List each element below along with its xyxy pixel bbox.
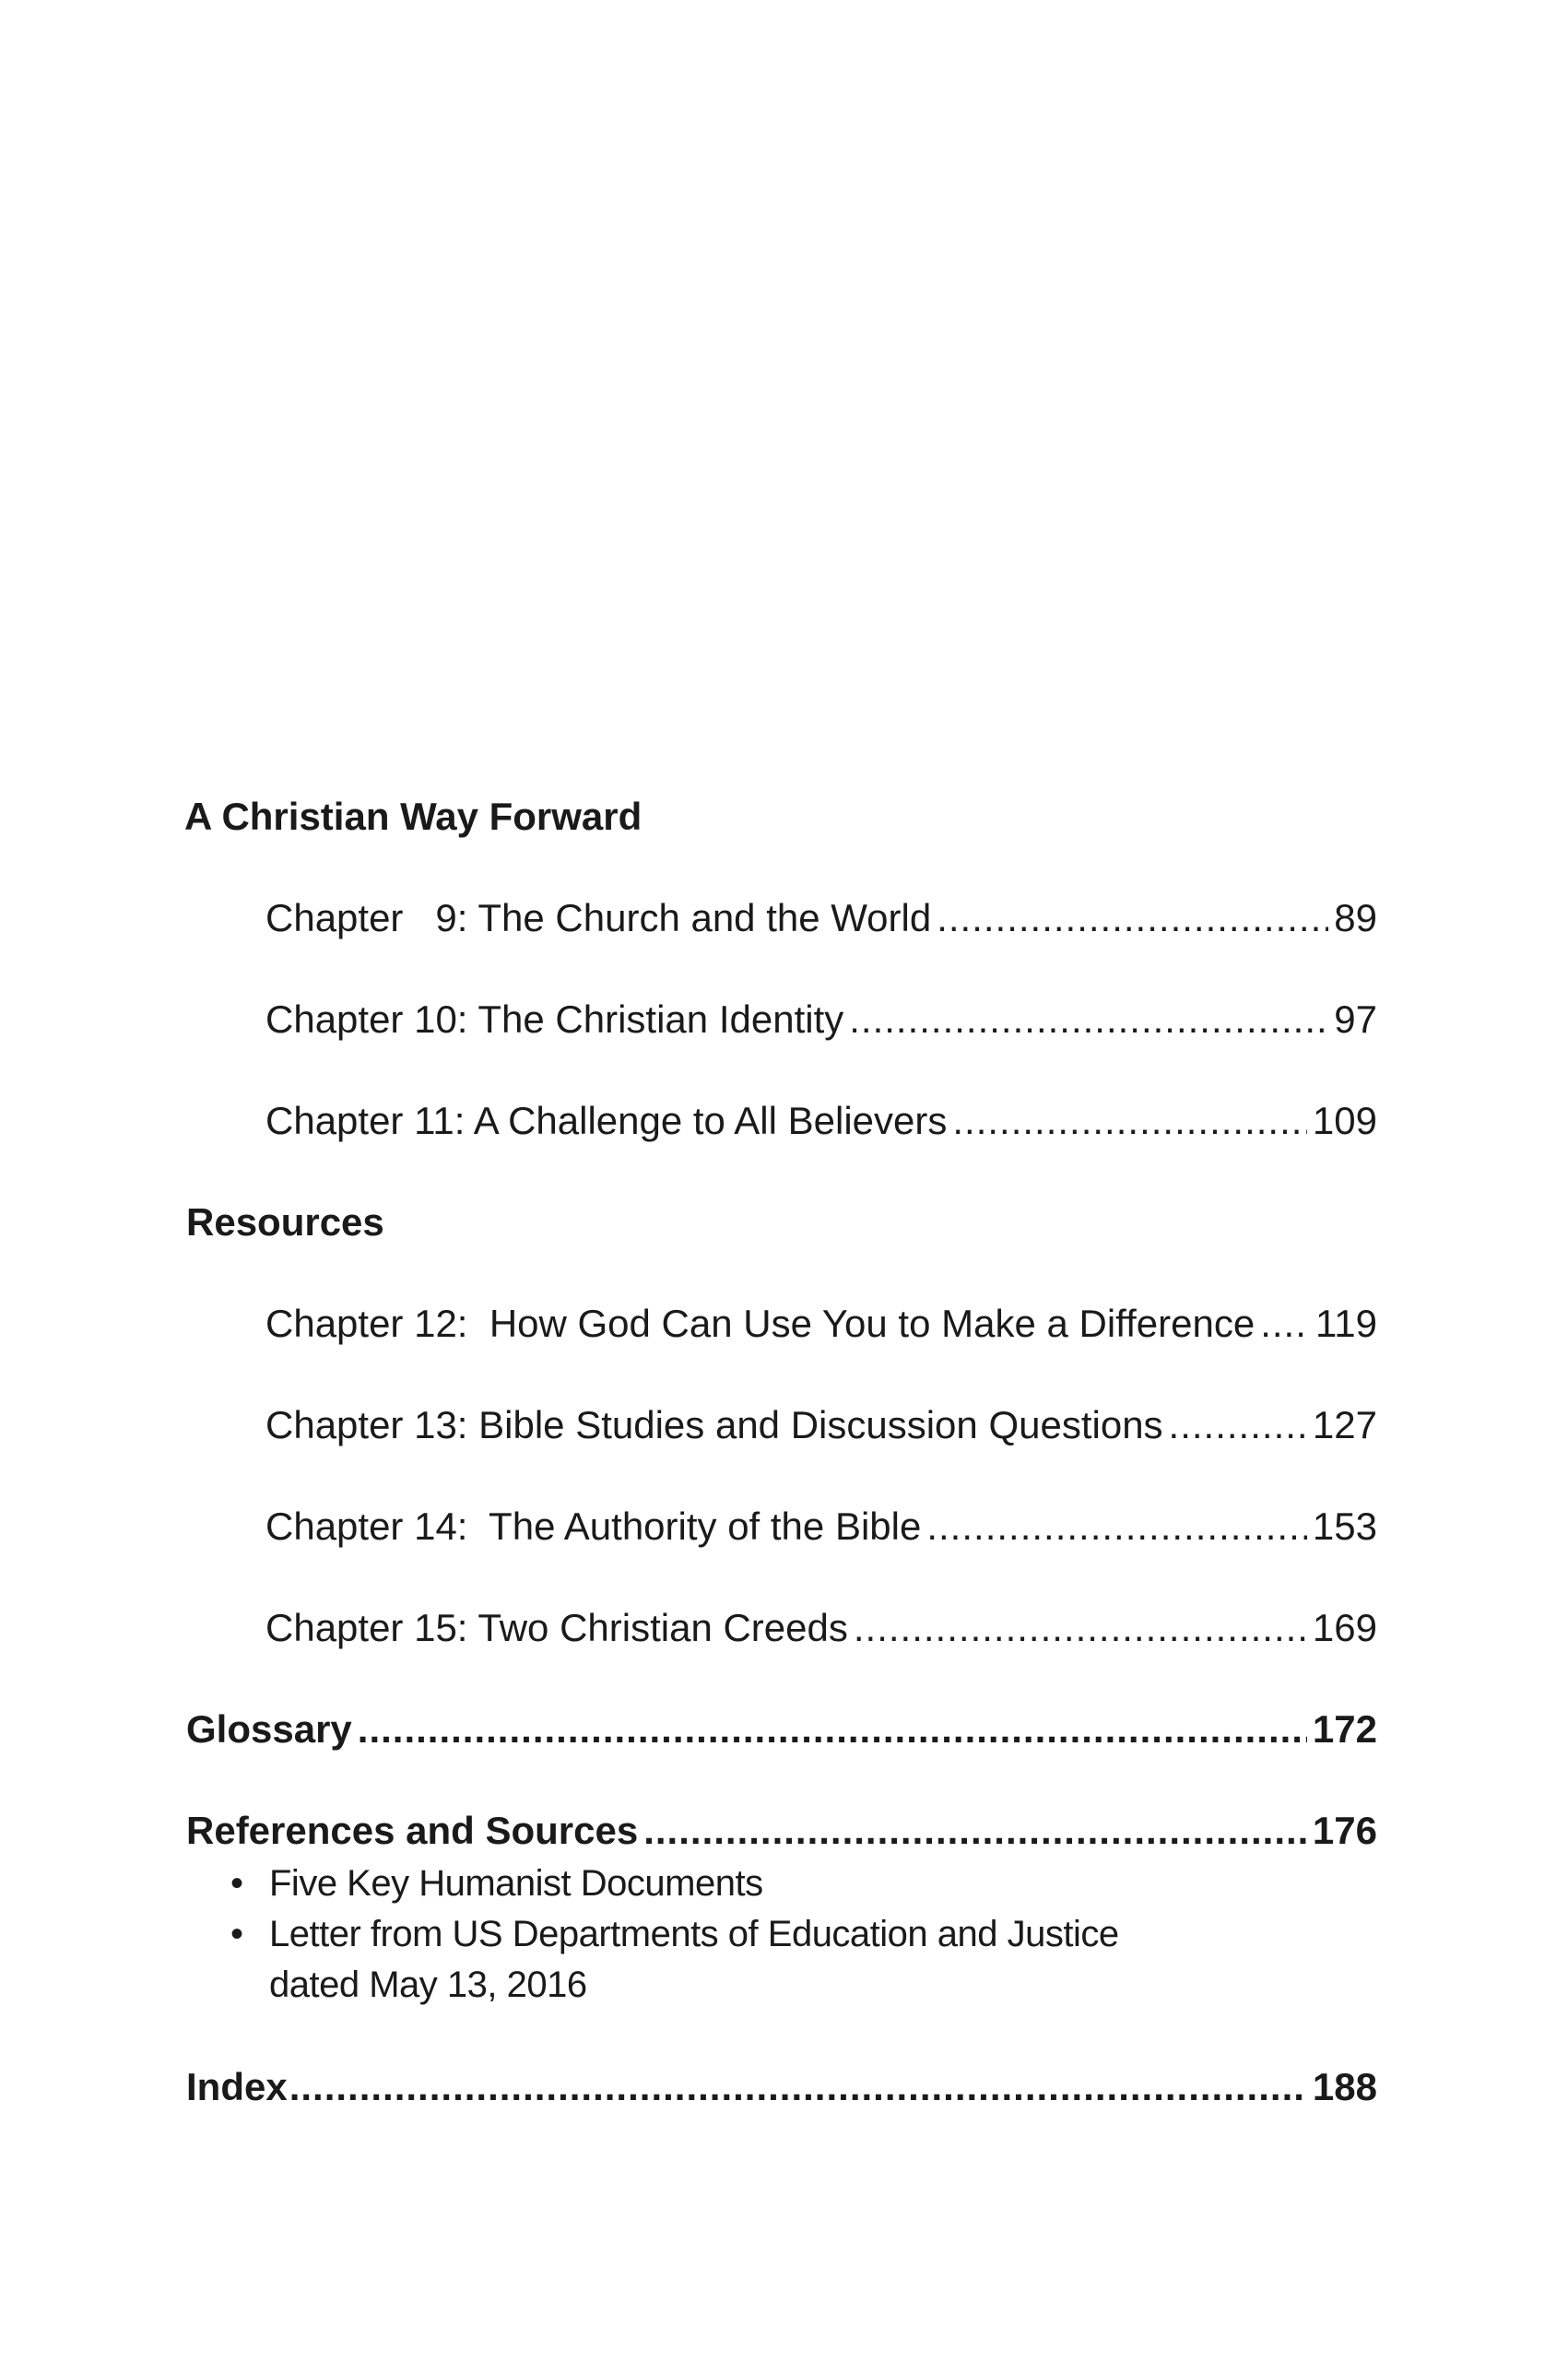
toc-entry-page: 176: [1312, 1809, 1377, 1852]
toc-entry-page: 119: [1315, 1302, 1377, 1345]
dot-leader: [289, 2061, 1307, 2113]
dot-leader: [926, 1501, 1307, 1552]
dot-leader: [358, 1704, 1307, 1755]
references-bullet-item: [230, 1858, 763, 1908]
toc-entry-chapter-15[interactable]: [265, 1602, 1377, 1654]
toc-entry-page: 153: [1312, 1504, 1377, 1548]
toc-entry-page: 109: [1312, 1099, 1377, 1142]
dot-leader: [1260, 1298, 1310, 1350]
bullet-text: Letter from US Departments of Education and Justice: [269, 1914, 1119, 1954]
toc-entry-chapter-10[interactable]: [265, 994, 1377, 1045]
toc-entry-chapter-9[interactable]: [265, 892, 1377, 944]
toc-entry-page: 127: [1312, 1403, 1377, 1446]
toc-entry-title: Chapter 12: How God Can Use You to Make a Difference: [265, 1302, 1256, 1345]
toc-entry-page: 188: [1312, 2065, 1377, 2108]
toc-entry-page: 97: [1334, 997, 1377, 1041]
toc-entry-title: Chapter 14: The Authority of the Bible: [265, 1504, 922, 1548]
toc-entry-index[interactable]: [186, 2061, 1377, 2113]
toc-entry-title: References and Sources: [186, 1809, 639, 1852]
toc-entry-glossary[interactable]: [186, 1704, 1377, 1755]
toc-entry-title: Glossary: [186, 1707, 352, 1751]
toc-entry-chapter-14[interactable]: [265, 1501, 1377, 1552]
dot-leader: [643, 1805, 1307, 1857]
section-heading-forward: A Christian Way Forward: [184, 795, 643, 838]
toc-entry-title: Chapter 13: Bible Studies and Discussion Questions: [265, 1403, 1163, 1446]
bullet-icon: •: [230, 1863, 243, 1904]
toc-entry-page: 89: [1334, 896, 1377, 939]
bullet-icon: •: [230, 1914, 243, 1954]
dot-leader: [849, 994, 1328, 1045]
toc-entry-title: Chapter 9: The Church and the World: [265, 896, 932, 939]
references-bullet-continuation: [269, 1960, 587, 2010]
toc-entry-title: Chapter 10: The Christian Identity: [265, 997, 844, 1041]
toc-entry-title: Chapter 15: Two Christian Creeds: [265, 1606, 848, 1649]
toc-entry-page: 172: [1312, 1707, 1377, 1751]
toc-entry-chapter-11[interactable]: [265, 1095, 1377, 1147]
dot-leader: [952, 1095, 1307, 1147]
dot-leader: [854, 1602, 1307, 1654]
dot-leader: [1169, 1399, 1307, 1451]
toc-entry-references[interactable]: [186, 1805, 1377, 1857]
toc-entry-chapter-13[interactable]: [265, 1399, 1377, 1451]
references-bullet-item: [230, 1909, 1119, 1959]
toc-entry-page: 169: [1312, 1606, 1377, 1649]
bullet-text: dated May 13, 2016: [269, 1965, 587, 2005]
bullet-text: Five Key Humanist Documents: [269, 1863, 763, 1904]
toc-entry-title: Index: [186, 2065, 288, 2108]
toc-entry-chapter-12[interactable]: [265, 1298, 1377, 1350]
section-heading-resources: Resources: [186, 1200, 384, 1244]
toc-entry-title: Chapter 11: A Challenge to All Believers: [265, 1099, 948, 1142]
dot-leader: [937, 892, 1328, 944]
